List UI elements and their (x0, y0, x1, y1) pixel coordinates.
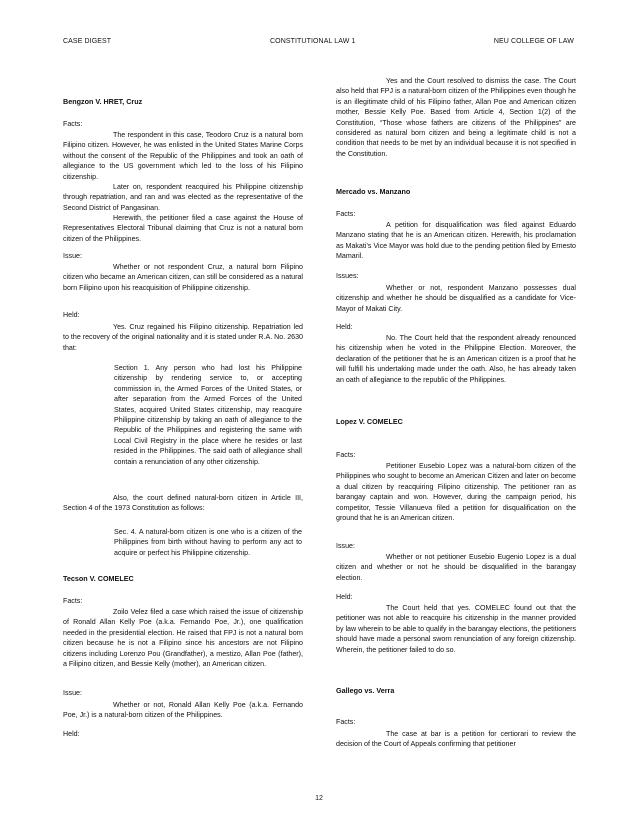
held-paragraph: No. The Court held that the respondent already renounced his citizenship when he voted in the Philippine Election. Moreover, the declaration of the petitioner that he is an American citizen is a proof that he will fulfill his undertaking made under the oath. Also, he has already taken an oath of allegiance to the republic of the Philippines. (336, 334, 576, 384)
held-label: Held: (336, 593, 353, 601)
case-title-bengzon: Bengzon V. HRET, Cruz (63, 97, 143, 106)
case-title-gallego: Gallego vs. Verra (336, 686, 395, 695)
header-right: NEU COLLEGE OF LAW (493, 38, 574, 45)
held-paragraph: Yes. Cruz regained his Filipino citizenship. Repatriation led to the recovery of the original nationality and it is stated under R.A. No. 2630 that: (63, 323, 303, 352)
page-number: 12 (315, 795, 323, 802)
issue-paragraph: Whether or not petitioner Eusebio Eugenio Lopez is a dual citizen and whether or not he should be disqualified in the barangay election. (336, 553, 576, 582)
facts-label: Facts: (336, 451, 356, 459)
issues-label: Issues: (336, 272, 359, 280)
facts-label: Facts: (336, 210, 356, 218)
header-center: CONSTITUTIONAL LAW 1 (270, 38, 356, 45)
case-title-tecson: Tecson V. COMELEC (63, 574, 134, 583)
facts-paragraph: Zoilo Velez filed a case which raised the issue of citizenship of Ronald Allan Kelly Poe (a.k.a. Fernando Poe, Jr.), one qualification needed in the presidential election. He raised that FPJ is not a natural born citizen because he is not a Filipino since his ancestors are not Filipino citizens including Lorenzo Pou (Grandfather), a mestizo, Allan Poe (father), a Filipino citizen, and Bessie Kelly (mother), an American citizen. (63, 608, 303, 669)
case-title-mercado: Mercado vs. Manzano (336, 187, 411, 196)
facts-label: Facts: (336, 718, 356, 726)
held-paragraph: The Court held that yes. COMELEC found out that the petitioner was not able to reacquire his citizenship in the manner provided by law wherein to be able to qualify in the barangay elections, the petitioners should have made a personal sworn renunciation of any foreign citizenship. Wherein, the petitioner failed to do so. (336, 604, 576, 654)
issue-paragraph: Whether or not, Ronald Allan Kelly Poe (a.k.a. Fernando Poe, Jr.) is a natural-born citizen of the Philippines. (63, 701, 303, 720)
held-paragraph: Also, the court defined natural-born citizen in Article III, Section 4 of the 1973 Constitution as follows: (63, 494, 303, 513)
held-label: Held: (336, 323, 353, 331)
issue-paragraph: Whether or not respondent Cruz, a natural born Filipino citizen who became an American citizen, can still be considered as a natural born Filipino upon his reacquisition of Philippine citizenship. (63, 263, 303, 292)
issue-label: Issue: (336, 542, 355, 550)
header-left: CASE DIGEST (63, 38, 112, 45)
facts-paragraph: Later on, respondent reacquired his Philippine citizenship through repatriation, and ran and was elected as the representative of the Second District of Pangasinan. (63, 183, 303, 212)
issue-label: Issue: (63, 252, 82, 260)
held-label: Held: (63, 311, 80, 319)
issue-paragraph: Whether or not, respondent Manzano possesses dual citizenship and whether he should be disqualified as a candidate for Vice-Mayor of Makati City. (336, 284, 576, 313)
facts-paragraph: The case at bar is a petition for certiorari to review the decision of the Court of Appeals confirming that petitioner (336, 730, 576, 749)
block-quote: Sec. 4. A natural-born citizen is one who is a citizen of the Philippines from birth without having to perform any act to acquire or perfect his Philippine citizenship. (114, 528, 302, 557)
facts-label: Facts: (63, 120, 83, 128)
issue-label: Issue: (63, 689, 82, 697)
facts-paragraph: A petition for disqualification was filed against Eduardo Manzano stating that he is an American citizen. Herewith, his proclamation as Makati’s Vice Mayor was hold due to the pending petition filed by Ernesto Mamaril. (336, 221, 576, 261)
case-title-lopez: Lopez V. COMELEC (336, 417, 403, 426)
block-quote: Section 1. Any person who had lost his Philippine citizenship by rendering service to, or accepting commission in, the Armed Forces of the United States, or after separation from the Armed Forces of the United States, acquired United States citizenship, may reacquire Philippine citizenship by taking an oath of allegiance to the Republic of the Philippines and registering the same with Local Civil Registry in the place where he resides or last resided in the Philippines. The said oath of allegiance shall contain a renunciation of any other citizenship. (114, 364, 302, 466)
facts-paragraph: Petitioner Eusebio Lopez was a natural-born citizen of the Philippines who sought to become an American Citizen and later on become a dual citizen by reacquiring Filipino citizenship. The petitioner ran as barangay captain and won. However, during the campaign period, his competitor, Tessie Villanueva filed a petition for disqualification on the ground that he is an American citizen. (336, 462, 576, 523)
facts-label: Facts: (63, 597, 83, 605)
facts-paragraph: Herewith, the petitioner filed a case against the House of Representatives Electoral Tribunal claiming that Cruz is not a natural born citizen of the Philippines. (63, 214, 303, 243)
held-paragraph: Yes and the Court resolved to dismiss the case. The Court also held that FPJ is a natural-born citizen of the Philippines even though he is an illegitimate child of his Filipino father, Allan Poe and American citizen mother, Bessie Kelly Poe. Based from Article 4, Section 1(2) of the Constitution, “Those whose fathers are citizens of the Philippines” are considered as natural born citizen and being a legitimate child is not a condition that needs to be met by an individual because it is not specified in the Constitution. (336, 77, 576, 158)
facts-paragraph: The respondent in this case, Teodoro Cruz is a natural born Filipino citizen. However, he was enlisted in the United States Marine Corps without the consent of the Republic of the Philippines and took an oath of allegiance to the US government which led to the loss of his Filipino citizenship. (63, 131, 303, 181)
held-label: Held: (63, 730, 80, 738)
